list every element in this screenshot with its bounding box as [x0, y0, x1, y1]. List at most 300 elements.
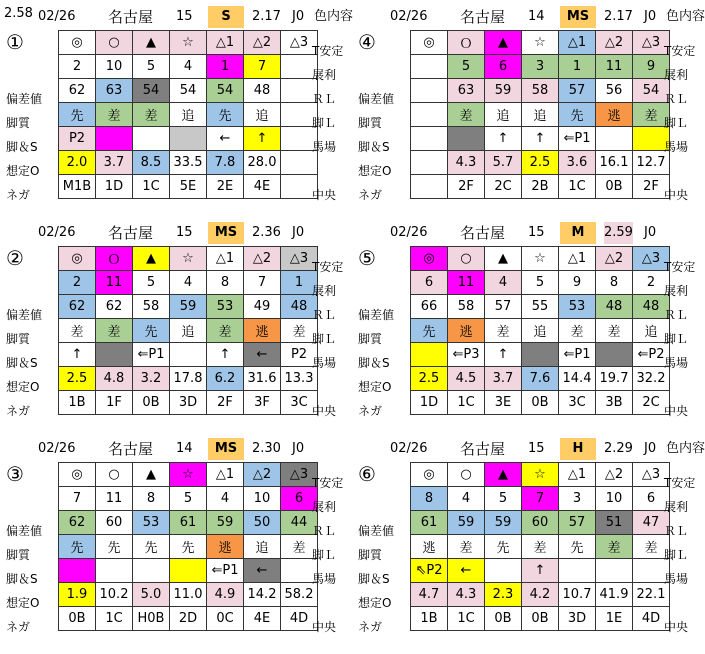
- style-cell: 追: [522, 103, 559, 127]
- race-grid: [58, 30, 318, 199]
- row-label-deviation: 偏差値: [358, 308, 395, 322]
- deviation-cell: 63: [96, 79, 133, 103]
- row-label-style: 脚質: [6, 548, 31, 562]
- mark-cell: △3: [633, 31, 670, 55]
- nega-cell: 1C: [96, 607, 133, 631]
- mark-cell: Ｏ: [96, 247, 133, 271]
- deviation-cell: 59: [448, 511, 485, 535]
- panel-date: 02/26: [38, 441, 76, 456]
- deviation-cell: 59: [485, 511, 522, 535]
- style-cell: 差: [522, 535, 559, 559]
- row-label-style: 脚質: [358, 548, 383, 562]
- nega-cell: 1F: [96, 391, 133, 415]
- odds-cell: 14.2: [244, 583, 281, 607]
- style-cell: 差: [59, 319, 96, 343]
- odds-cell: [411, 151, 448, 175]
- odds-cell: 4.2: [522, 583, 559, 607]
- leg-s-cell: [596, 559, 633, 583]
- style-cell: 差: [633, 535, 670, 559]
- leg-s-cell: [133, 559, 170, 583]
- mark-cell: △3: [633, 463, 670, 487]
- panel-extra: 色内容: [666, 9, 705, 24]
- race-panel-1: [0, 0, 354, 212]
- nega-cell: 3D: [559, 607, 596, 631]
- mark-cell: △2: [244, 463, 281, 487]
- panel-odds: 2.59: [604, 222, 633, 244]
- deviation-cell: 57: [559, 511, 596, 535]
- deviation-cell: 54: [133, 79, 170, 103]
- panel-date: 02/26: [390, 9, 428, 24]
- race-grid: [410, 30, 670, 199]
- panel-grade: MS: [208, 438, 244, 460]
- deviation-cell: 61: [170, 511, 207, 535]
- style-cell: 追: [170, 103, 207, 127]
- row-label-odds: 想定O: [358, 596, 392, 610]
- odds-cell: 4.3: [448, 583, 485, 607]
- mark-cell: ☆: [170, 247, 207, 271]
- style-cell: 差: [596, 535, 633, 559]
- mark-cell: ○: [96, 463, 133, 487]
- style-cell: 差: [96, 103, 133, 127]
- panel-odds: 2.17: [252, 9, 281, 24]
- horse-number-cell: 5: [522, 271, 559, 295]
- leg-s-cell: [559, 559, 596, 583]
- horse-number-cell: 10: [96, 55, 133, 79]
- right-label-leg: 脚Ｌ: [312, 116, 337, 130]
- nega-cell: 1B: [59, 391, 96, 415]
- deviation-cell: 59: [170, 295, 207, 319]
- leg-s-cell: [96, 127, 133, 151]
- odds-cell: 28.0: [244, 151, 281, 175]
- style-cell: 差: [448, 103, 485, 127]
- nega-cell: 3D: [170, 391, 207, 415]
- mark-cell: ▲: [133, 247, 170, 271]
- horse-number-cell: 3: [559, 487, 596, 511]
- leg-s-cell: [96, 343, 133, 367]
- odds-cell: 4.5: [448, 367, 485, 391]
- nega-cell: 0B: [596, 175, 633, 199]
- mark-cell: ☆: [170, 31, 207, 55]
- mark-cell: ▲: [485, 31, 522, 55]
- leg-s-cell: [96, 559, 133, 583]
- style-cell: [411, 103, 448, 127]
- leg-s-cell: P2: [281, 343, 318, 367]
- right-label-t: T安定: [312, 44, 344, 58]
- style-cell: 先: [559, 535, 596, 559]
- row-label-style: 脚質: [6, 116, 31, 130]
- right-label-center: 中央: [312, 620, 337, 634]
- leg-s-cell: [448, 127, 485, 151]
- odds-cell: 2.3: [485, 583, 522, 607]
- leg-s-cell: ↑: [244, 127, 281, 151]
- right-label-ten: 展利: [664, 284, 689, 298]
- odds-cell: 2.5: [522, 151, 559, 175]
- nega-cell: 1D: [411, 391, 448, 415]
- right-label-t: T安定: [664, 260, 696, 274]
- leg-s-cell: [485, 559, 522, 583]
- horse-number-cell: 2: [59, 55, 96, 79]
- panel-number: 14: [528, 9, 545, 24]
- row-label-deviation: 偏差値: [6, 524, 43, 538]
- panel-venue: 名古屋: [108, 8, 154, 26]
- horse-number-cell: 1: [281, 271, 318, 295]
- row-label-nega: ネガ: [358, 188, 383, 202]
- race-panel-4: [352, 0, 705, 212]
- circled-number: ③: [6, 462, 24, 486]
- right-label-leg: 脚Ｌ: [312, 548, 337, 562]
- panel-number: 15: [176, 9, 193, 24]
- leg-s-cell: [411, 127, 448, 151]
- row-label-deviation: 偏差値: [358, 524, 395, 538]
- odds-cell: 3.7: [96, 151, 133, 175]
- odds-cell: 2.0: [59, 151, 96, 175]
- deviation-cell: 63: [448, 79, 485, 103]
- deviation-cell: 66: [411, 295, 448, 319]
- horse-number-cell: 5: [170, 487, 207, 511]
- race-grid: [410, 246, 670, 415]
- style-cell: 差: [281, 535, 318, 559]
- right-label-rl: ＲＬ: [664, 92, 689, 106]
- deviation-cell: 61: [411, 511, 448, 535]
- deviation-cell: 58: [133, 295, 170, 319]
- horse-number-cell: 4: [207, 487, 244, 511]
- right-label-t: T安定: [664, 44, 696, 58]
- deviation-cell: 54: [207, 79, 244, 103]
- deviation-cell: 62: [59, 79, 96, 103]
- odds-cell: 3.7: [485, 367, 522, 391]
- horse-number-cell: 1: [559, 55, 596, 79]
- nega-cell: 0B: [59, 607, 96, 631]
- deviation-cell: 51: [596, 511, 633, 535]
- horse-number-cell: 5: [448, 55, 485, 79]
- nega-cell: 2F: [207, 391, 244, 415]
- panel-extra: 色内容: [314, 9, 354, 24]
- mark-cell: △2: [244, 247, 281, 271]
- nega-cell: H0B: [133, 607, 170, 631]
- right-label-track: 馬場: [312, 140, 337, 154]
- deviation-cell: 48: [596, 295, 633, 319]
- race-panel-5: [352, 216, 698, 428]
- row-label-deviation: 偏差値: [358, 92, 395, 106]
- row-label-leg-s: 脚＆S: [358, 572, 390, 586]
- nega-cell: 0B: [485, 607, 522, 631]
- horse-number-cell: 7: [522, 487, 559, 511]
- leg-s-cell: [170, 343, 207, 367]
- nega-cell: 4E: [244, 175, 281, 199]
- deviation-cell: 62: [59, 295, 96, 319]
- horse-number-cell: 8: [411, 487, 448, 511]
- panel-date: 02/26: [390, 225, 428, 240]
- style-cell: 先: [59, 535, 96, 559]
- panel-number: 15: [176, 225, 193, 240]
- mark-cell: △1: [559, 31, 596, 55]
- row-label-deviation: 偏差値: [6, 308, 43, 322]
- row-label-leg-s: 脚＆S: [6, 356, 38, 370]
- horse-number-cell: 6: [281, 487, 318, 511]
- panel-odds: 2.30: [252, 441, 281, 456]
- panel-date: 02/26: [38, 9, 76, 24]
- leg-s-cell: ←: [244, 343, 281, 367]
- leg-s-cell: ↑: [485, 343, 522, 367]
- panel-grade: M: [560, 222, 596, 244]
- leg-s-cell: ↑: [522, 127, 559, 151]
- mark-cell: △1: [207, 31, 244, 55]
- deviation-cell: 54: [170, 79, 207, 103]
- panel-venue: 名古屋: [108, 440, 154, 458]
- horse-number-cell: 7: [244, 55, 281, 79]
- odds-cell: 7.8: [207, 151, 244, 175]
- odds-cell: 1.9: [59, 583, 96, 607]
- mark-cell: ☆: [522, 31, 559, 55]
- style-cell: 先: [485, 535, 522, 559]
- deviation-cell: 56: [596, 79, 633, 103]
- deviation-cell: 58: [448, 295, 485, 319]
- right-label-ten: 展利: [312, 68, 337, 82]
- odds-cell: 58.2: [281, 583, 318, 607]
- style-cell: 逃: [596, 103, 633, 127]
- row-label-leg-s: 脚＆S: [6, 140, 38, 154]
- panel-number: 15: [528, 225, 545, 240]
- row-label-deviation: 偏差値: [6, 92, 43, 106]
- race-panel-3: [0, 432, 346, 644]
- odds-cell: 11.0: [170, 583, 207, 607]
- odds-cell: 22.1: [633, 583, 670, 607]
- row-label-style: 脚質: [358, 332, 383, 346]
- leg-s-cell: P2: [59, 127, 96, 151]
- right-label-ten: 展利: [664, 68, 689, 82]
- right-label-center: 中央: [312, 404, 337, 418]
- row-label-leg-s: 脚＆S: [6, 572, 38, 586]
- horse-number-cell: 11: [96, 487, 133, 511]
- mark-cell: △3: [633, 247, 670, 271]
- leg-s-cell: ←: [207, 127, 244, 151]
- deviation-cell: 59: [485, 79, 522, 103]
- panel-jockey: J0: [292, 9, 305, 24]
- odds-cell: 10.2: [96, 583, 133, 607]
- panel-date: 02/26: [38, 225, 76, 240]
- panel-grade: S: [208, 6, 244, 28]
- deviation-cell: 59: [207, 511, 244, 535]
- horse-number-cell: 8: [596, 271, 633, 295]
- row-label-leg-s: 脚＆S: [358, 140, 390, 154]
- row-label-style: 脚質: [358, 116, 383, 130]
- race-grid: [58, 462, 318, 631]
- odds-cell: 19.7: [596, 367, 633, 391]
- row-label-nega: ネガ: [358, 404, 383, 418]
- mark-cell: ○: [96, 31, 133, 55]
- style-cell: 先: [96, 535, 133, 559]
- odds-cell: 32.2: [633, 367, 670, 391]
- deviation-cell: 60: [96, 511, 133, 535]
- row-label-nega: ネガ: [6, 188, 31, 202]
- odds-cell: 5.7: [485, 151, 522, 175]
- leg-s-cell: ←: [244, 559, 281, 583]
- right-label-leg: 脚Ｌ: [664, 332, 689, 346]
- odds-cell: 2.5: [59, 367, 96, 391]
- nega-cell: 2C: [633, 391, 670, 415]
- horse-number-cell: 9: [559, 271, 596, 295]
- nega-cell: 1D: [96, 175, 133, 199]
- mark-cell: △1: [559, 247, 596, 271]
- horse-number-cell: 6: [633, 487, 670, 511]
- panel-jockey: J0: [644, 9, 657, 24]
- odds-cell: 31.6: [244, 367, 281, 391]
- odds-cell: 16.1: [596, 151, 633, 175]
- style-cell: 追: [633, 319, 670, 343]
- right-label-rl: ＲＬ: [312, 308, 337, 322]
- panel-odds: 2.17: [604, 9, 633, 24]
- nega-cell: 0B: [522, 607, 559, 631]
- row-label-nega: ネガ: [6, 404, 31, 418]
- panel-grade: MS: [560, 6, 596, 28]
- nega-cell: 0C: [207, 607, 244, 631]
- style-cell: 差: [96, 319, 133, 343]
- panel-jockey: J0: [292, 225, 305, 240]
- nega-cell: 2E: [207, 175, 244, 199]
- odds-cell: 2.5: [411, 367, 448, 391]
- deviation-cell: 62: [59, 511, 96, 535]
- deviation-cell: 53: [559, 295, 596, 319]
- odds-cell: 13.3: [281, 367, 318, 391]
- mark-cell: △3: [281, 463, 318, 487]
- style-cell: 逃: [244, 319, 281, 343]
- odds-cell: 6.2: [207, 367, 244, 391]
- odds-cell: 41.9: [596, 583, 633, 607]
- mark-cell: △3: [281, 31, 318, 55]
- nega-cell: 1C: [448, 391, 485, 415]
- leg-s-cell: [133, 127, 170, 151]
- panel-venue: 名古屋: [108, 224, 154, 242]
- panel-jockey: J0: [644, 441, 657, 456]
- horse-number-cell: 2: [59, 271, 96, 295]
- deviation-cell: 53: [207, 295, 244, 319]
- leg-s-cell: [522, 343, 559, 367]
- style-cell: 追: [522, 319, 559, 343]
- style-cell: 差: [207, 319, 244, 343]
- deviation-cell: 44: [281, 511, 318, 535]
- nega-cell: 2C: [485, 175, 522, 199]
- style-cell: 差: [485, 319, 522, 343]
- right-label-track: 馬場: [312, 356, 337, 370]
- panel-date: 02/26: [390, 441, 428, 456]
- nega-cell: [411, 175, 448, 199]
- style-cell: 差: [281, 319, 318, 343]
- nega-cell: 1E: [596, 607, 633, 631]
- leg-s-cell: ⇖P2: [411, 559, 448, 583]
- nega-cell: 0B: [522, 391, 559, 415]
- style-cell: 逃: [411, 535, 448, 559]
- leg-s-cell: ↑: [207, 343, 244, 367]
- horse-number-cell: 2: [633, 271, 670, 295]
- style-cell: 差: [633, 103, 670, 127]
- race-panel-6: [352, 432, 705, 644]
- style-cell: 差: [559, 319, 596, 343]
- row-label-odds: 想定O: [6, 164, 40, 178]
- style-cell: 先: [133, 535, 170, 559]
- leg-s-cell: ⇐P3: [448, 343, 485, 367]
- mark-cell: ◎: [411, 31, 448, 55]
- style-cell: 先: [411, 319, 448, 343]
- odds-cell: 4.8: [96, 367, 133, 391]
- row-label-odds: 想定O: [358, 380, 392, 394]
- panel-number: 14: [176, 441, 193, 456]
- panel-grade: H: [560, 438, 596, 460]
- deviation-cell: 50: [244, 511, 281, 535]
- horse-number-cell: [411, 55, 448, 79]
- horse-number-cell: 9: [633, 55, 670, 79]
- horse-number-cell: 4: [170, 55, 207, 79]
- mark-cell: △1: [207, 247, 244, 271]
- style-cell: 先: [207, 103, 244, 127]
- right-label-center: 中央: [664, 188, 689, 202]
- mark-cell: △2: [596, 463, 633, 487]
- mark-cell: ○: [448, 463, 485, 487]
- deviation-cell: 47: [633, 511, 670, 535]
- nega-cell: 4D: [633, 607, 670, 631]
- style-cell: 先: [59, 103, 96, 127]
- odds-cell: 3.2: [133, 367, 170, 391]
- odds-cell: 4.9: [207, 583, 244, 607]
- right-label-ten: 展利: [312, 284, 337, 298]
- panel-jockey: J0: [644, 225, 657, 240]
- nega-cell: 0B: [133, 391, 170, 415]
- odds-cell: 4.7: [411, 583, 448, 607]
- race-grid: [58, 246, 318, 415]
- circled-number: ⑤: [358, 246, 376, 270]
- right-label-track: 馬場: [664, 140, 689, 154]
- nega-cell: 3C: [559, 391, 596, 415]
- right-label-ten: 展利: [664, 500, 689, 514]
- leg-s-cell: ↑: [59, 343, 96, 367]
- top-label: 2.58: [4, 6, 33, 21]
- deviation-cell: [411, 79, 448, 103]
- row-label-style: 脚質: [6, 332, 31, 346]
- horse-number-cell: 11: [596, 55, 633, 79]
- horse-number-cell: 5: [133, 271, 170, 295]
- style-cell: 差: [448, 535, 485, 559]
- right-label-track: 馬場: [664, 572, 689, 586]
- race-grid: [410, 462, 670, 631]
- panel-extra: 色内容: [666, 441, 705, 456]
- horse-number-cell: 1: [207, 55, 244, 79]
- leg-s-cell: ⇐P1: [133, 343, 170, 367]
- nega-cell: 1C: [559, 175, 596, 199]
- row-label-odds: 想定O: [6, 380, 40, 394]
- panel-venue: 名古屋: [460, 440, 506, 458]
- horse-number-cell: 10: [596, 487, 633, 511]
- mark-cell: △2: [596, 247, 633, 271]
- deviation-cell: 62: [96, 295, 133, 319]
- nega-cell: 2D: [170, 607, 207, 631]
- mark-cell: ☆: [522, 463, 559, 487]
- style-cell: 追: [485, 103, 522, 127]
- mark-cell: ◎: [59, 247, 96, 271]
- right-label-leg: 脚Ｌ: [664, 548, 689, 562]
- horse-number-cell: 10: [244, 487, 281, 511]
- leg-s-cell: ↑: [522, 559, 559, 583]
- right-label-track: 馬場: [312, 572, 337, 586]
- odds-cell: 5.0: [133, 583, 170, 607]
- style-cell: 逃: [448, 319, 485, 343]
- style-cell: 追: [170, 319, 207, 343]
- deviation-cell: 48: [244, 79, 281, 103]
- odds-cell: 33.5: [170, 151, 207, 175]
- panel-venue: 名古屋: [460, 224, 506, 242]
- mark-cell: ◎: [411, 247, 448, 271]
- deviation-cell: 57: [559, 79, 596, 103]
- leg-s-cell: ↑: [485, 127, 522, 151]
- odds-cell: 4.3: [448, 151, 485, 175]
